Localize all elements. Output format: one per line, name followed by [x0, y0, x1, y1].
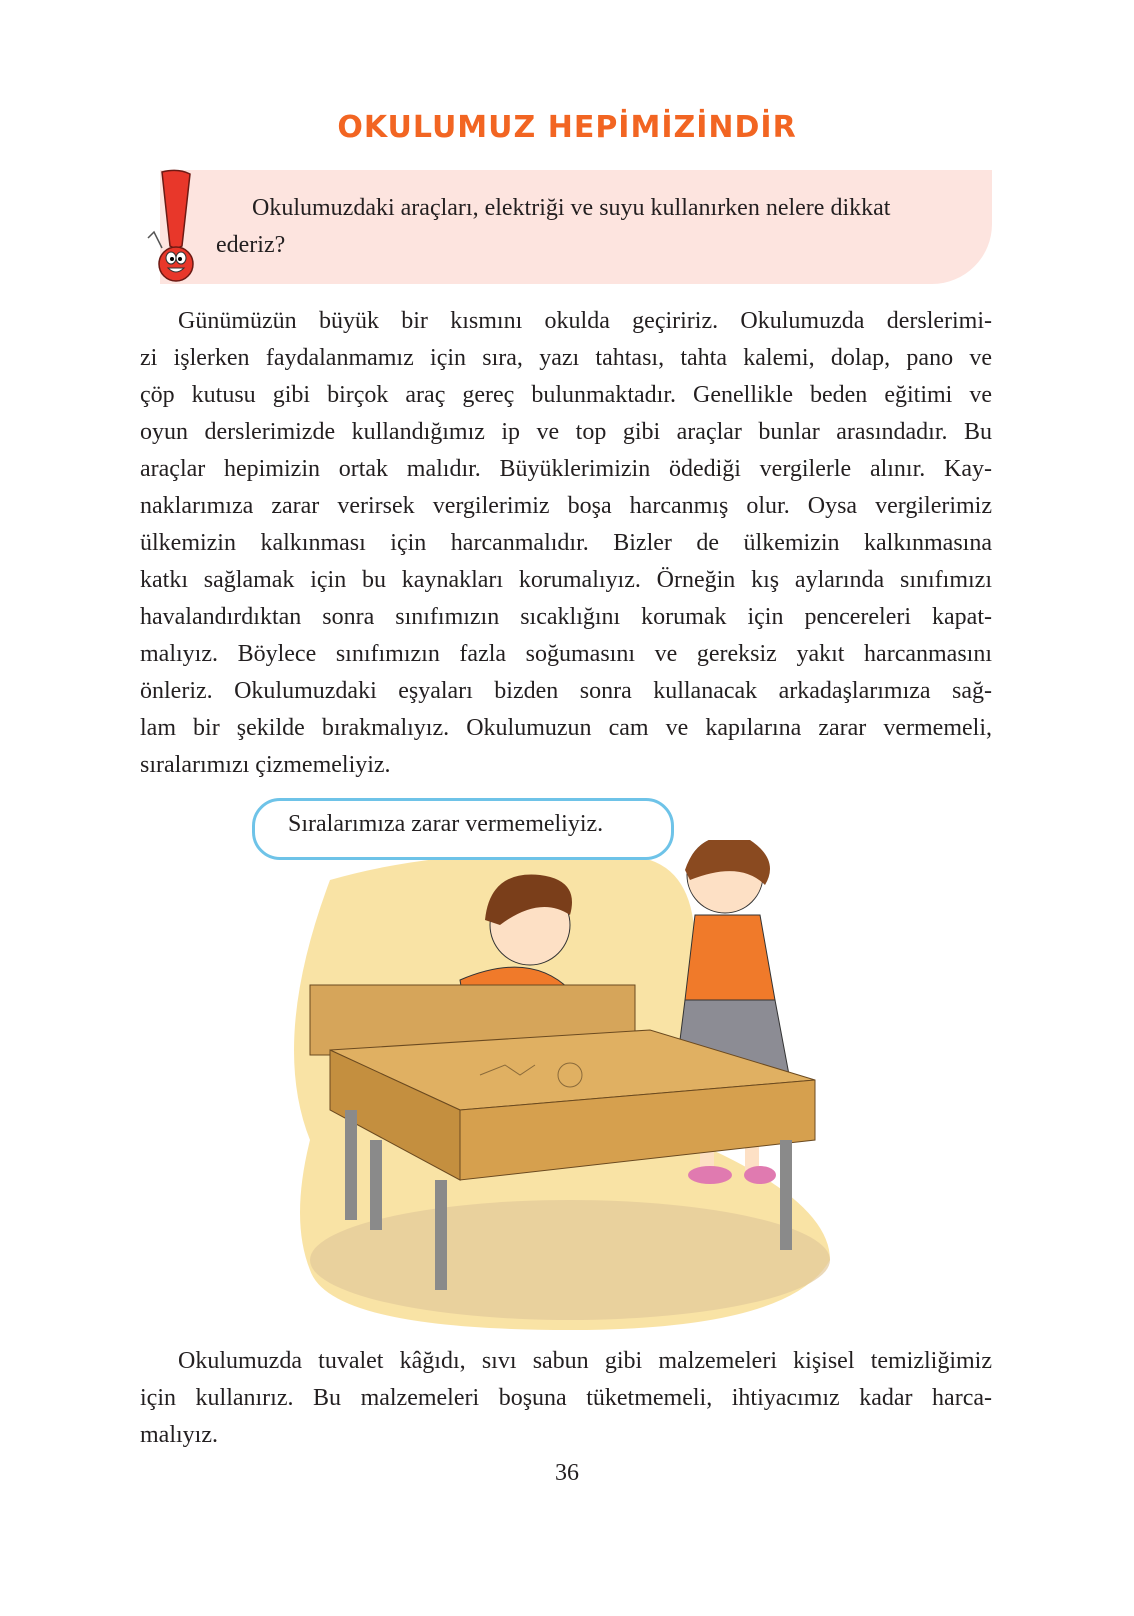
text-line: malıyız.: [140, 1422, 218, 1448]
text-line: lam bir şekilde bırakmalıyız. Okulumuzun cam ve kapılarına zarar vermemeli,: [140, 715, 992, 741]
question-line: ederiz?: [216, 232, 286, 258]
page-number: 36: [555, 1460, 579, 1486]
text-line: Okulumuzda tuvalet kâğıdı, sıvı sabun gibi malzemeleri kişisel temizliğimiz: [178, 1348, 992, 1374]
text-line: naklarımıza zarar verirsek vergilerimiz boşa harcanmış olur. Oysa vergilerimiz: [140, 493, 992, 519]
text-line: Günümüzün büyük bir kısmını okulda geçiririz. Okulumuzda derslerimi-: [178, 308, 992, 334]
paragraph-1: [140, 303, 992, 784]
speech-bubble-text: Sıralarımıza zarar vermemeliyiz.: [288, 811, 604, 837]
page-title: OKULUMUZ HEPİMİZİNDİR: [337, 110, 797, 145]
text-line: için kullanırız. Bu malzemeleri boşuna tüketmemeli, ihtiyacımız kadar harca-: [140, 1385, 992, 1411]
text-line: çöp kutusu gibi birçok araç gereç bulunmaktadır. Genellikle beden eğitimi ve: [140, 382, 992, 408]
text-line: ülkemizin kalkınması için harcanmalıdır. Bizler de ülkemizin kalkınmasına: [140, 530, 992, 556]
text-line: araçlar hepimizin ortak malıdır. Büyüklerimizin ödediği vergilerle alınır. Kay-: [140, 456, 992, 482]
text-line: oyun derslerimizde kullandığımız ip ve top gibi araçlar bunlar arasındadır. Bu: [140, 419, 992, 445]
text-line: malıyız. Böylece sınıfımızın fazla soğumasını ve gereksiz yakıt harcanmasını: [140, 641, 992, 667]
question-line: Okulumuzdaki araçları, elektriği ve suyu kullanırken nelere dikkat: [252, 195, 891, 221]
exclamation-mascot-icon: [140, 168, 200, 284]
classroom-illustration: [270, 840, 850, 1340]
text-line: sıralarımızı çizmemeliyiz.: [140, 752, 391, 778]
question-text: [216, 190, 982, 264]
text-line: havalandırdıktan sonra sınıfımızın sıcaklığını korumak için pencereleri kapat-: [140, 604, 992, 630]
text-line: zi işlerken faydalanmamız için sıra, yazı tahtası, tahta kalemi, dolap, pano ve: [140, 345, 992, 371]
paragraph-2: [140, 1343, 992, 1454]
text-line: katkı sağlamak için bu kaynakları korumalıyız. Örneğin kış aylarında sınıfımızı: [140, 567, 992, 593]
text-line: önleriz. Okulumuzdaki eşyaları bizden sonra kullanacak arkadaşlarımıza sağ-: [140, 678, 992, 704]
